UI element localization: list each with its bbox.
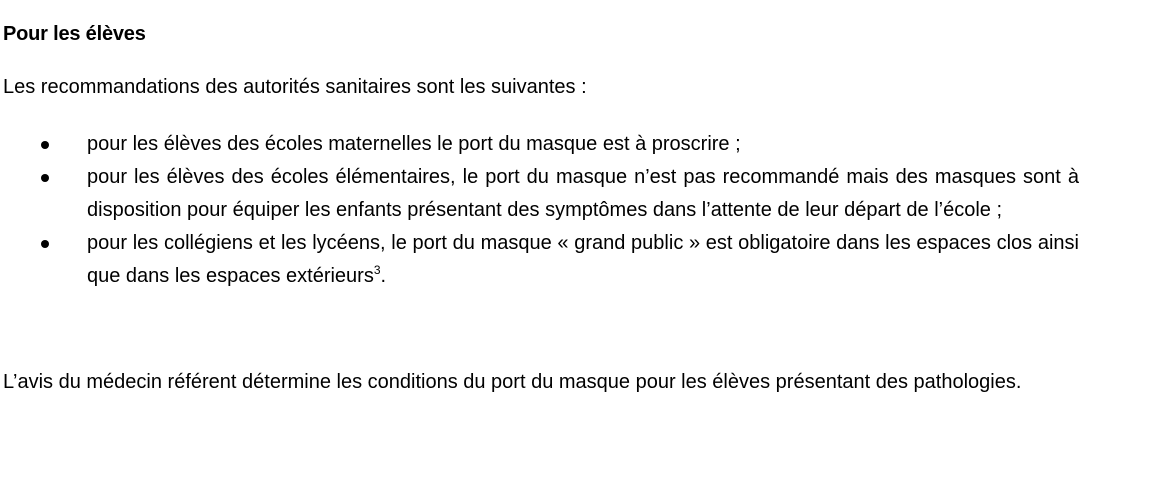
bullet-icon [41,141,49,149]
bullet-icon [41,174,49,182]
bullet-icon [41,240,49,248]
list-item [3,227,1079,293]
list-item-text: pour les élèves des écoles maternelles le port du masque est à proscrire ; [87,133,741,155]
list-item [3,128,1079,161]
list-item-text: pour les élèves des écoles élémentaires, le port du masque n’est pas recommandé mais des masques sont à disposition pour équiper les enfants présentant des symptômes dans l’attente de leur départ de l’école ; [87,166,1079,221]
footnote-marker[interactable]: 3 [373,263,381,277]
section-heading: Pour les élèves [3,23,146,45]
recommendations-list [3,128,1079,293]
list-item [3,161,1079,227]
list-item-terminal-punctuation: . [380,265,387,287]
closing-paragraph: L’avis du médecin référent détermine les conditions du port du masque pour les élèves présentant des pathologies. [3,371,1022,393]
intro-paragraph: Les recommandations des autorités sanitaires sont les suivantes : [3,76,587,98]
list-item-text: pour les collégiens et les lycéens, le port du masque « grand public » est obligatoire dans les espaces clos ainsi que dans les espaces extérieurs [87,232,1079,287]
